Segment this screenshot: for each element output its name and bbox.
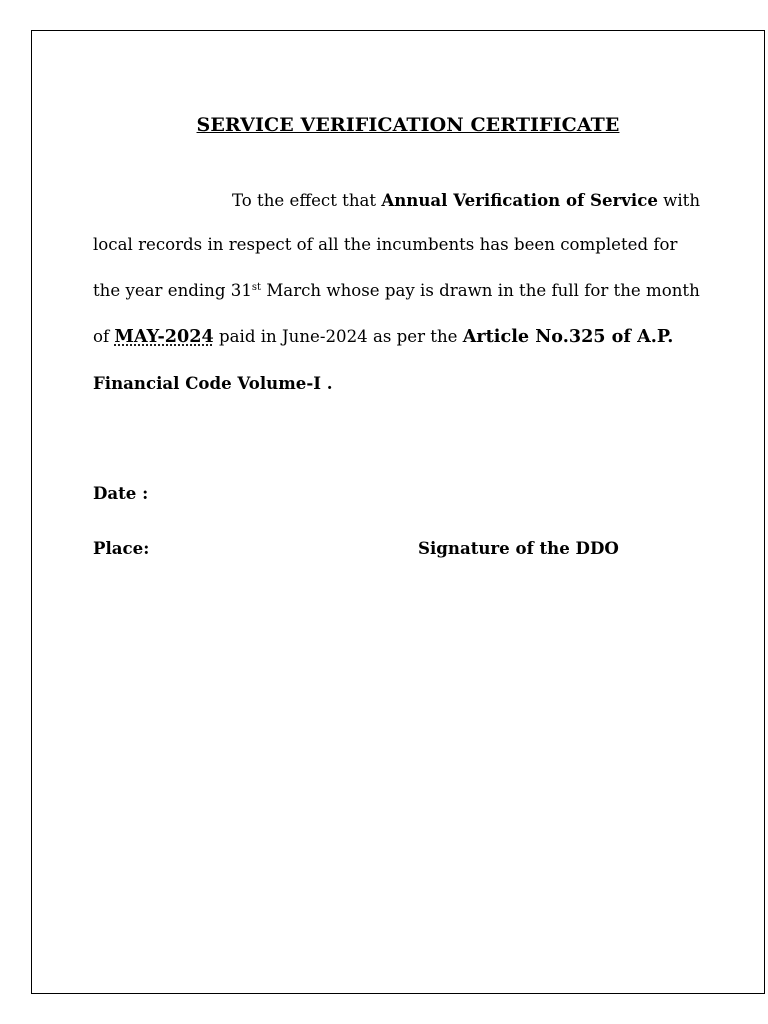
certificate-title: SERVICE VERIFICATION CERTIFICATE (196, 114, 620, 136)
signature-label: Signature of the DDO (418, 538, 619, 558)
body-line-3 (93, 280, 700, 302)
body-text: To the effect that (232, 191, 382, 210)
body-text: paid in June-2024 as per the (213, 327, 463, 346)
body-text: with (657, 191, 701, 210)
body-text: the year ending 31 (93, 281, 252, 300)
date-label: Date : (93, 483, 149, 503)
document-border (31, 30, 765, 994)
body-text: March whose pay is drawn in the full for the month (261, 281, 700, 300)
body-text: of (93, 327, 115, 346)
body-line-2: local records in respect of all the incumbents has been completed for (93, 235, 678, 254)
ordinal-suffix: st (251, 282, 262, 293)
body-line-5 (93, 372, 333, 395)
financial-code-reference: Financial Code Volume-I . (93, 373, 333, 393)
place-label: Place: (93, 538, 150, 558)
body-line-1 (232, 189, 700, 212)
month-field: MAY-2024 (114, 326, 214, 347)
article-reference: Article No.325 of A.P. (462, 326, 674, 347)
bold-phrase: Annual Verification of Service (381, 190, 658, 210)
body-line-4 (93, 326, 673, 348)
